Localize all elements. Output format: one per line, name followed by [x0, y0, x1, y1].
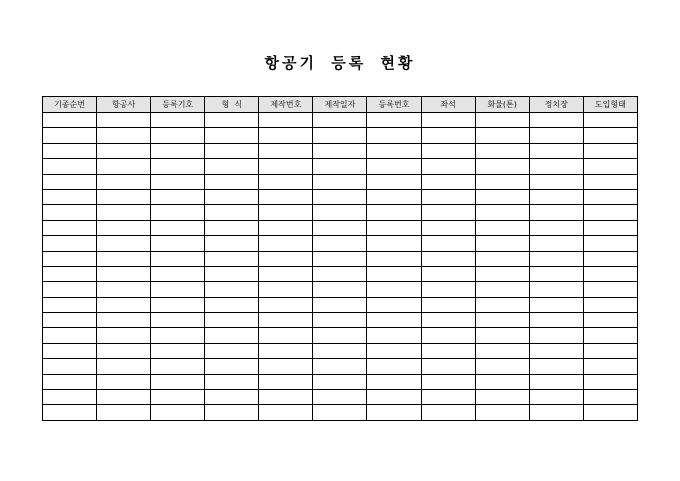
- table-cell: [367, 405, 421, 420]
- table-cell: [529, 405, 583, 420]
- table-cell: [583, 313, 637, 328]
- table-cell: [529, 189, 583, 204]
- table-cell: [205, 266, 259, 281]
- column-header-registration-mark: 등록기호: [151, 97, 205, 113]
- table-cell: [529, 236, 583, 251]
- table-cell: [583, 266, 637, 281]
- table-row: [43, 236, 638, 251]
- table-cell: [313, 220, 367, 235]
- table-cell: [475, 359, 529, 374]
- table-cell: [529, 220, 583, 235]
- table-cell: [151, 282, 205, 297]
- table-cell: [259, 282, 313, 297]
- table-row: [43, 159, 638, 174]
- table-cell: [43, 220, 97, 235]
- table-cell: [97, 266, 151, 281]
- table-cell: [43, 297, 97, 312]
- table-cell: [475, 251, 529, 266]
- table-cell: [475, 343, 529, 358]
- table-cell: [97, 113, 151, 128]
- table-cell: [97, 128, 151, 143]
- table-cell: [97, 189, 151, 204]
- table-cell: [313, 328, 367, 343]
- table-cell: [97, 143, 151, 158]
- table-cell: [259, 174, 313, 189]
- table-cell: [313, 205, 367, 220]
- table-header: [43, 97, 638, 113]
- table-row: [43, 266, 638, 281]
- table-cell: [151, 328, 205, 343]
- table-cell: [529, 251, 583, 266]
- table-cell: [475, 328, 529, 343]
- table-cell: [259, 313, 313, 328]
- table-cell: [367, 313, 421, 328]
- table-cell: [529, 297, 583, 312]
- table-cell: [313, 189, 367, 204]
- table-cell: [421, 159, 475, 174]
- table-cell: [43, 143, 97, 158]
- table-cell: [529, 282, 583, 297]
- table-cell: [367, 128, 421, 143]
- table-cell: [475, 159, 529, 174]
- table-cell: [475, 282, 529, 297]
- table-cell: [367, 236, 421, 251]
- table-cell: [43, 251, 97, 266]
- table-cell: [151, 313, 205, 328]
- table-cell: [529, 343, 583, 358]
- table-row: [43, 390, 638, 405]
- column-header-home-base: 정치장: [529, 97, 583, 113]
- table-cell: [421, 236, 475, 251]
- table-cell: [583, 159, 637, 174]
- table-cell: [43, 374, 97, 389]
- table-cell: [475, 220, 529, 235]
- table-cell: [151, 113, 205, 128]
- table-cell: [583, 220, 637, 235]
- table-cell: [205, 220, 259, 235]
- table-cell: [259, 390, 313, 405]
- table-cell: [151, 297, 205, 312]
- table-cell: [97, 405, 151, 420]
- table-cell: [313, 251, 367, 266]
- table-cell: [205, 405, 259, 420]
- table-cell: [529, 143, 583, 158]
- table-cell: [313, 143, 367, 158]
- table-row: [43, 251, 638, 266]
- table-cell: [367, 113, 421, 128]
- table-cell: [313, 113, 367, 128]
- table-cell: [151, 251, 205, 266]
- table-cell: [475, 174, 529, 189]
- table-row: [43, 128, 638, 143]
- table-cell: [205, 189, 259, 204]
- table-cell: [529, 328, 583, 343]
- table-cell: [421, 405, 475, 420]
- table-cell: [583, 251, 637, 266]
- table-cell: [43, 174, 97, 189]
- table-cell: [421, 266, 475, 281]
- table-cell: [583, 328, 637, 343]
- table-row: [43, 374, 638, 389]
- table-cell: [151, 236, 205, 251]
- table-cell: [151, 128, 205, 143]
- table-cell: [97, 282, 151, 297]
- table-cell: [313, 374, 367, 389]
- table-row: [43, 174, 638, 189]
- table-cell: [97, 313, 151, 328]
- table-cell: [313, 405, 367, 420]
- table-row: [43, 282, 638, 297]
- table-cell: [205, 359, 259, 374]
- table-cell: [259, 128, 313, 143]
- table-row: [43, 297, 638, 312]
- table-cell: [43, 159, 97, 174]
- table-cell: [421, 251, 475, 266]
- table-row: [43, 143, 638, 158]
- table-cell: [151, 390, 205, 405]
- table-cell: [421, 328, 475, 343]
- table-cell: [151, 159, 205, 174]
- page-title: 항공기 등록 현황: [264, 54, 416, 72]
- table-cell: [583, 390, 637, 405]
- table-cell: [583, 297, 637, 312]
- table-cell: [421, 390, 475, 405]
- aircraft-registry-table: [42, 96, 638, 421]
- table-cell: [475, 266, 529, 281]
- table-cell: [583, 405, 637, 420]
- table-cell: [475, 405, 529, 420]
- table-row: [43, 328, 638, 343]
- table-cell: [367, 328, 421, 343]
- table-row: [43, 359, 638, 374]
- table-cell: [475, 374, 529, 389]
- table-cell: [313, 390, 367, 405]
- table-cell: [367, 359, 421, 374]
- table-cell: [583, 143, 637, 158]
- table-cell: [529, 128, 583, 143]
- column-header-cargo-tons: 화물(톤): [475, 97, 529, 113]
- table-cell: [367, 159, 421, 174]
- table-cell: [43, 236, 97, 251]
- table-cell: [97, 359, 151, 374]
- table-cell: [205, 128, 259, 143]
- table-cell: [97, 220, 151, 235]
- table-body: [43, 113, 638, 421]
- table-cell: [421, 359, 475, 374]
- table-cell: [97, 236, 151, 251]
- table-cell: [151, 205, 205, 220]
- table-cell: [151, 343, 205, 358]
- table-cell: [205, 143, 259, 158]
- table-cell: [259, 266, 313, 281]
- table-cell: [205, 159, 259, 174]
- column-header-airline: 항공사: [97, 97, 151, 113]
- table-cell: [313, 236, 367, 251]
- column-header-type-seq: 기종순번: [43, 97, 97, 113]
- table-cell: [421, 174, 475, 189]
- table-cell: [97, 159, 151, 174]
- table-cell: [421, 189, 475, 204]
- table-cell: [313, 282, 367, 297]
- table-cell: [367, 343, 421, 358]
- table-cell: [151, 374, 205, 389]
- table-cell: [43, 189, 97, 204]
- table-cell: [421, 343, 475, 358]
- table-cell: [367, 174, 421, 189]
- table-row: [43, 405, 638, 420]
- table-cell: [421, 128, 475, 143]
- table-cell: [97, 390, 151, 405]
- table-cell: [475, 128, 529, 143]
- table-cell: [529, 205, 583, 220]
- table-cell: [529, 266, 583, 281]
- table-cell: [259, 143, 313, 158]
- column-header-model: 형 식: [205, 97, 259, 113]
- table-cell: [313, 159, 367, 174]
- table-cell: [529, 113, 583, 128]
- table-cell: [43, 313, 97, 328]
- table-cell: [583, 205, 637, 220]
- column-header-serial-number: 제작번호: [259, 97, 313, 113]
- table-cell: [259, 359, 313, 374]
- table-cell: [583, 113, 637, 128]
- table-cell: [259, 297, 313, 312]
- table-cell: [313, 297, 367, 312]
- table-cell: [43, 343, 97, 358]
- table-cell: [151, 359, 205, 374]
- table-cell: [205, 297, 259, 312]
- table-cell: [205, 343, 259, 358]
- table-cell: [421, 220, 475, 235]
- table-cell: [583, 189, 637, 204]
- table-cell: [475, 390, 529, 405]
- table-cell: [259, 328, 313, 343]
- table-cell: [43, 328, 97, 343]
- table-cell: [259, 189, 313, 204]
- table-cell: [421, 282, 475, 297]
- table-cell: [367, 266, 421, 281]
- table-cell: [367, 205, 421, 220]
- table-cell: [583, 282, 637, 297]
- table-cell: [259, 343, 313, 358]
- table-cell: [367, 189, 421, 204]
- table-row: [43, 113, 638, 128]
- table-cell: [583, 343, 637, 358]
- table-cell: [313, 266, 367, 281]
- table-cell: [43, 405, 97, 420]
- table-row: [43, 205, 638, 220]
- table-cell: [205, 390, 259, 405]
- table-cell: [421, 313, 475, 328]
- table-cell: [529, 313, 583, 328]
- column-header-registration-number: 등록번호: [367, 97, 421, 113]
- column-header-acquisition-type: 도입형태: [583, 97, 637, 113]
- table-row: [43, 343, 638, 358]
- table-cell: [259, 405, 313, 420]
- table-cell: [583, 359, 637, 374]
- table-cell: [151, 266, 205, 281]
- table-cell: [43, 128, 97, 143]
- table-cell: [43, 390, 97, 405]
- table-cell: [313, 313, 367, 328]
- table-cell: [583, 374, 637, 389]
- table-cell: [43, 282, 97, 297]
- table-cell: [421, 374, 475, 389]
- table-cell: [529, 174, 583, 189]
- table-cell: [97, 374, 151, 389]
- table-cell: [43, 113, 97, 128]
- table-cell: [205, 251, 259, 266]
- table-cell: [529, 159, 583, 174]
- table-row: [43, 313, 638, 328]
- table-cell: [475, 143, 529, 158]
- table-cell: [475, 313, 529, 328]
- table-cell: [529, 390, 583, 405]
- table-cell: [475, 236, 529, 251]
- table-cell: [259, 236, 313, 251]
- table-cell: [205, 113, 259, 128]
- table-cell: [475, 205, 529, 220]
- table-cell: [151, 174, 205, 189]
- table-cell: [259, 220, 313, 235]
- table-cell: [151, 220, 205, 235]
- table-cell: [43, 359, 97, 374]
- column-header-seats: 좌석: [421, 97, 475, 113]
- table-cell: [205, 313, 259, 328]
- table-cell: [151, 189, 205, 204]
- table-cell: [205, 174, 259, 189]
- table-cell: [421, 143, 475, 158]
- table-cell: [97, 343, 151, 358]
- table-cell: [97, 251, 151, 266]
- table-cell: [313, 128, 367, 143]
- table-cell: [313, 343, 367, 358]
- table-cell: [421, 205, 475, 220]
- table-cell: [205, 328, 259, 343]
- table-cell: [97, 328, 151, 343]
- table-row: [43, 189, 638, 204]
- table-cell: [259, 251, 313, 266]
- table-cell: [421, 113, 475, 128]
- table-cell: [259, 374, 313, 389]
- table-cell: [475, 113, 529, 128]
- table-cell: [97, 174, 151, 189]
- table-cell: [475, 189, 529, 204]
- table-cell: [205, 236, 259, 251]
- table-cell: [151, 405, 205, 420]
- table-cell: [259, 205, 313, 220]
- table-cell: [583, 236, 637, 251]
- table-cell: [205, 374, 259, 389]
- table-cell: [367, 390, 421, 405]
- table-cell: [97, 297, 151, 312]
- table-cell: [313, 359, 367, 374]
- header-row: [43, 97, 638, 113]
- table-cell: [421, 297, 475, 312]
- table-cell: [43, 266, 97, 281]
- table-cell: [583, 174, 637, 189]
- table-cell: [97, 205, 151, 220]
- table-cell: [529, 359, 583, 374]
- table-cell: [529, 374, 583, 389]
- table-cell: [259, 113, 313, 128]
- table-cell: [367, 143, 421, 158]
- table-cell: [205, 282, 259, 297]
- table-cell: [151, 143, 205, 158]
- table-cell: [205, 205, 259, 220]
- table-cell: [367, 251, 421, 266]
- table-cell: [313, 174, 367, 189]
- table-cell: [475, 297, 529, 312]
- table-cell: [367, 282, 421, 297]
- column-header-manufacture-date: 제작일자: [313, 97, 367, 113]
- table-cell: [43, 205, 97, 220]
- table-cell: [367, 220, 421, 235]
- table-cell: [367, 297, 421, 312]
- table-cell: [259, 159, 313, 174]
- table-row: [43, 220, 638, 235]
- table-cell: [583, 128, 637, 143]
- table-cell: [367, 374, 421, 389]
